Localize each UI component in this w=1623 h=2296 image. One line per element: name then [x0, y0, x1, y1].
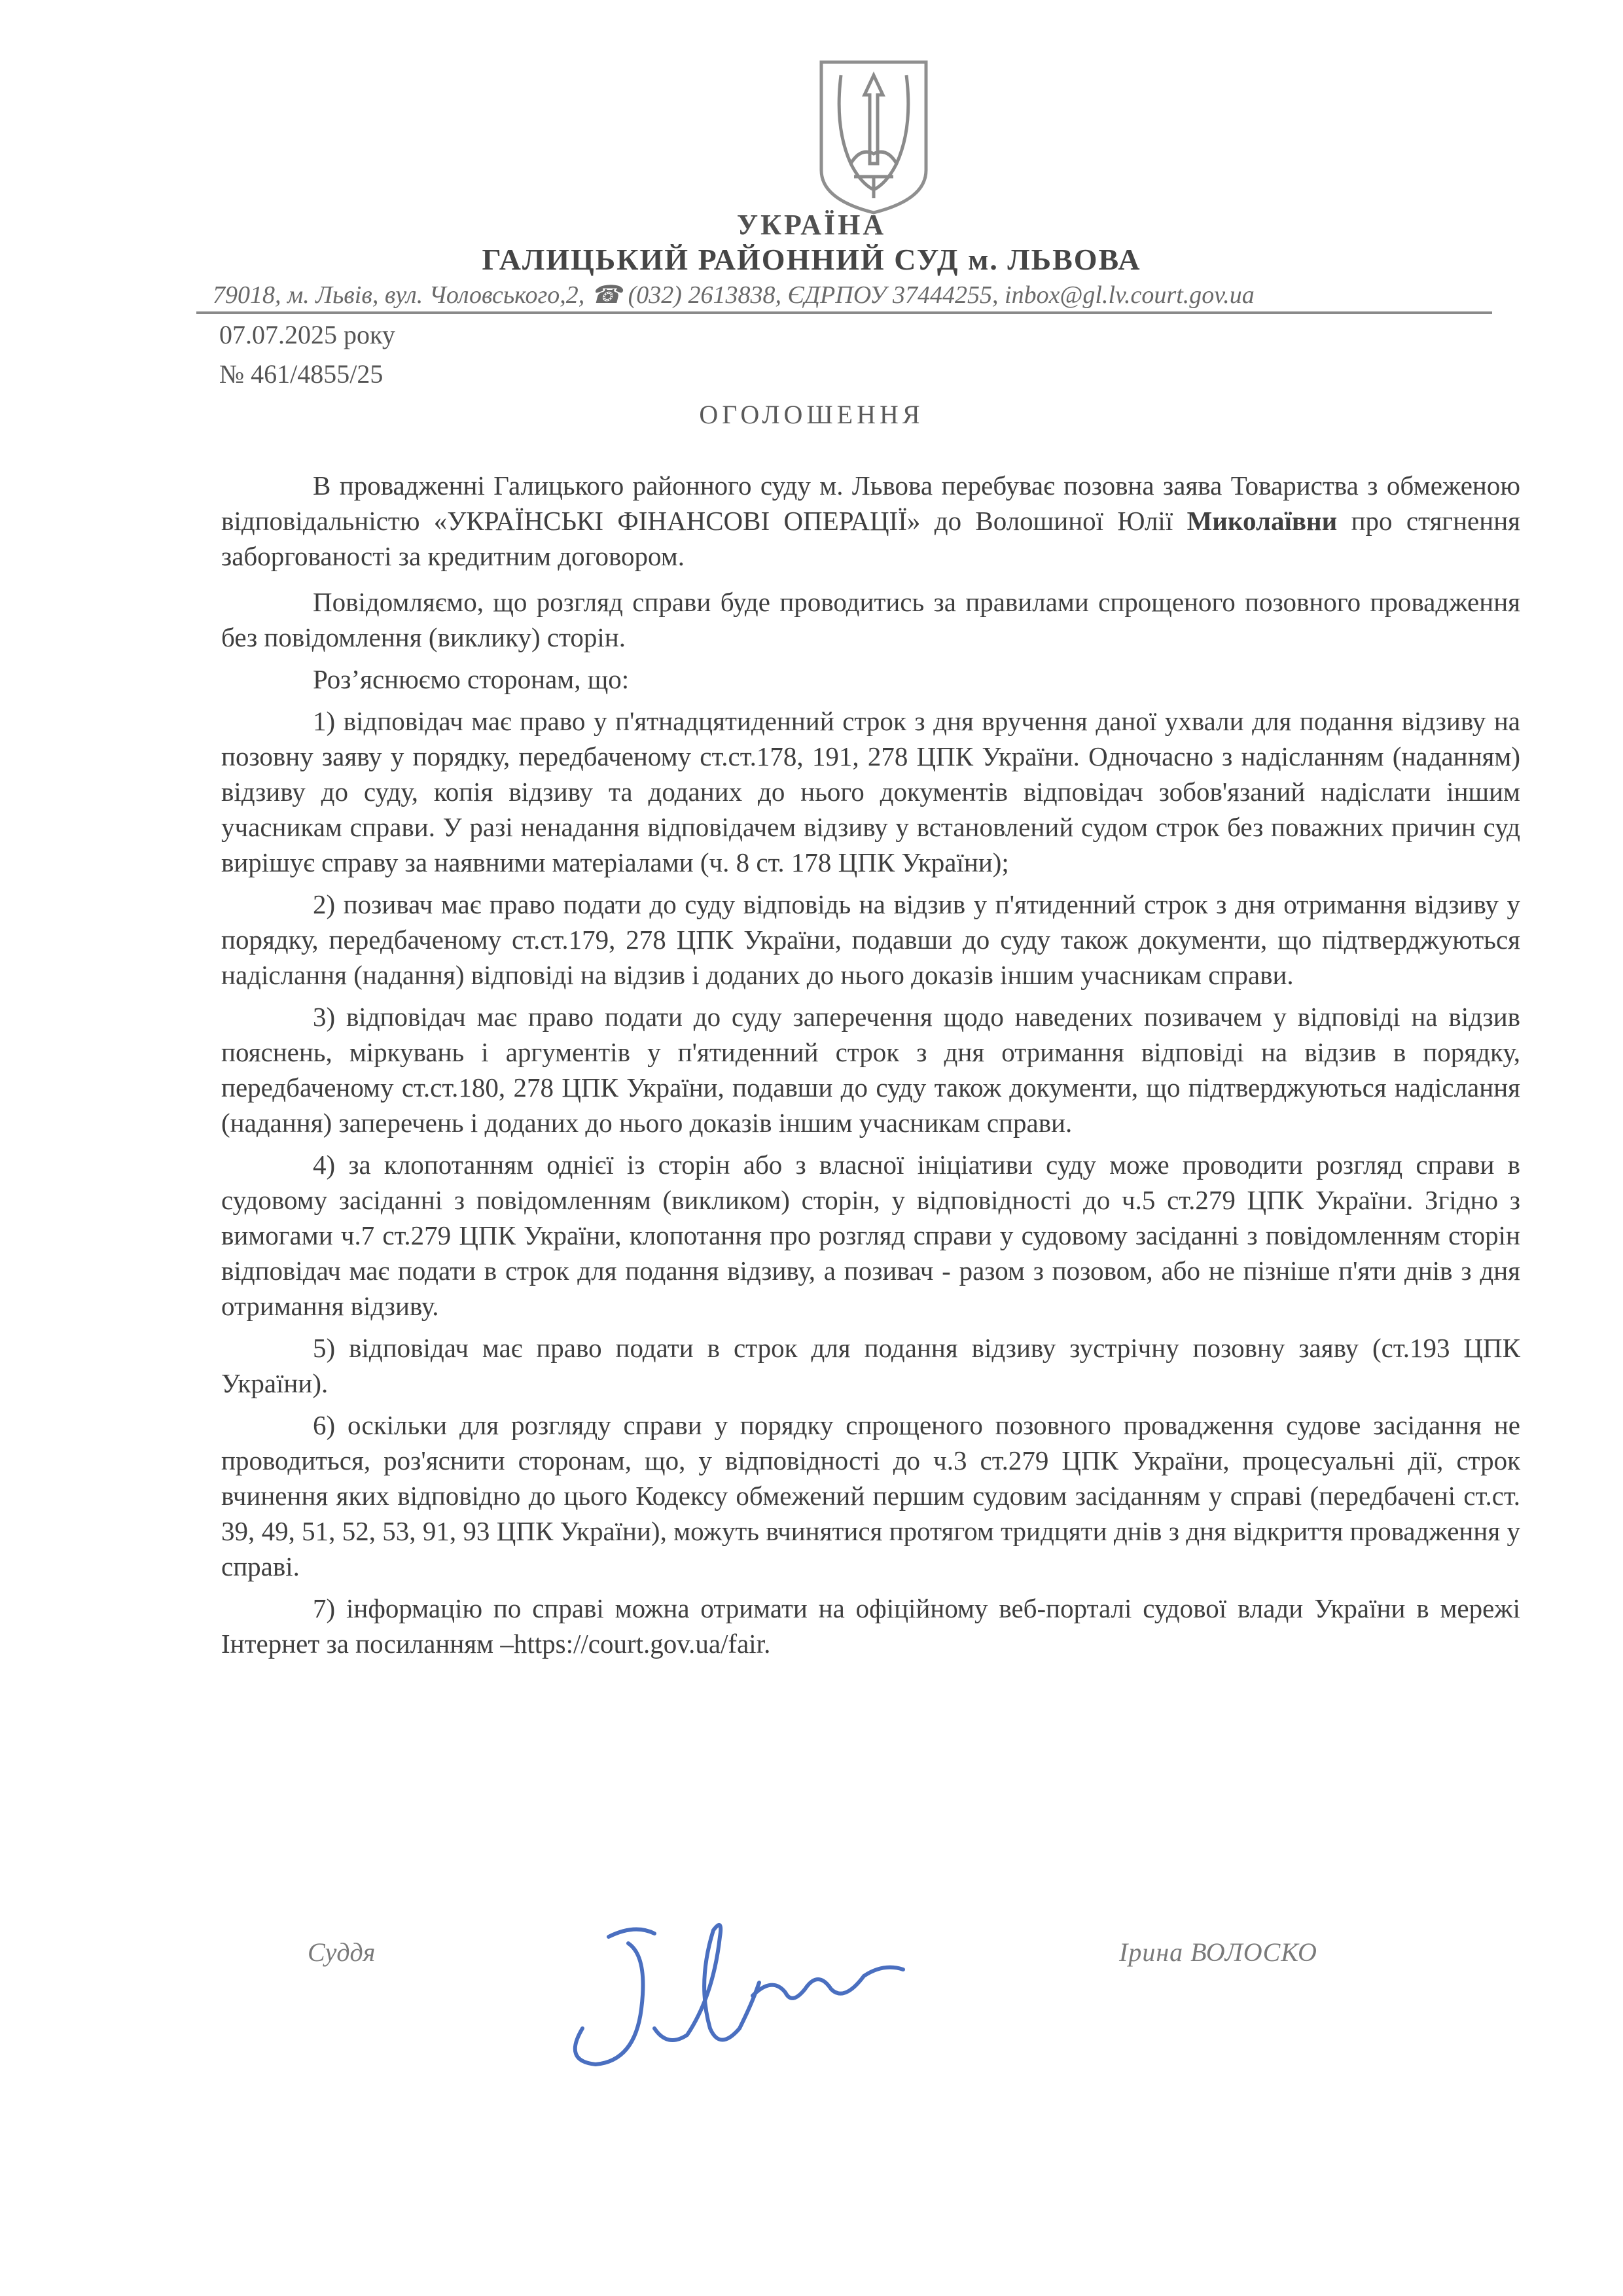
document-title: ОГОЛОШЕННЯ: [699, 400, 924, 429]
case-number: № 461/4855/25: [219, 359, 383, 389]
header-divider: [196, 311, 1492, 314]
list-item-3: 3) відповідач має право подати до суду заперечення щодо наведених позивачем у відповіді на відзив пояснень, міркувань і аргументів у п'ятиденний строк з дня отримання відповіді на відзив в порядку, передбаченому ст.ст.180, 278 ЦПК України, подавши до суду також документи, що підтверджуються надіслання (надання) заперечень і доданих до нього доказів іншим учасникам справи.: [221, 1002, 1520, 1138]
handwritten-signature: [556, 1898, 923, 2081]
list-item-5: 5) відповідач має право подати в строк для подання відзиву зустрічну позовну заяву (ст.193 ЦПК України).: [221, 1333, 1520, 1398]
intro-paragraph: [221, 468, 1520, 574]
notice-paragraph: Повідомляємо, що розгляд справи буде проводитись за правилами спрощеного позовного провадження без повідомлення (виклику) сторін.: [221, 587, 1520, 652]
list-item-6: 6) оскільки для розгляду справи у порядку спрощеного позовного провадження судове засідання не проводиться, роз'яснити сторонам, що, у відповідності до ч.3 ст.279 ЦПК України, процесуальні дії, строк вчинення яких відповідно до цього Кодексу обмежений першим судовим засіданням у справі (передбачені ст.ст. 39, 49, 51, 52, 53, 91, 93 ЦПК України), можуть вчинятися протягом тридцяти днів з дня відкриття провадження у справі.: [221, 1410, 1520, 1581]
intro-text-b: про стягнення заборгованості за кредитним договором.: [221, 506, 1521, 571]
list-item-7: 7) інформацію по справі можна отримати на офіційному веб-порталі судової влади України в мережі Інтернет за посиланням –https://court.gov.ua/fair.: [221, 1593, 1520, 1659]
intro-text-a: В провадженні Галицького районного суду м. Львова перебуває позовна заява Товариства з обмеженою відповідальністю «УКРАЇНСЬКІ ФІНАНСОВІ ОПЕРАЦІЇ» до Волошиної Юлії: [221, 470, 1520, 536]
signature-role: Суддя: [308, 1937, 376, 1967]
list-item-4: 4) за клопотанням однієї із сторін або з власної ініціативи суду може проводити розгляд справи в судовому засіданні з повідомленням (викликом) сторін, у відповідності до ч.5 ст.279 ЦПК України. Згідно з вимогами ч.7 ст.279 ЦПК України, клопотання про розгляд справи у судовому засіданні з повідомленням сторін відповідач має подати в строк для подання відзиву, а позивач - разом з позовом, або не пізніше п'яти днів з дня отримання відзиву.: [221, 1150, 1520, 1321]
document-date: 07.07.2025 року: [219, 320, 395, 349]
coat-of-arms-icon: [815, 49, 933, 219]
announcement-body: [221, 468, 1520, 1668]
header-country: УКРАЇНА: [736, 209, 887, 241]
list-item-1: 1) відповідач має право у п'ятнадцятиденний строк з дня вручення даної ухвали для подання відзиву на позовну заяву у порядку, передбаченому ст.ст.178, 191, 278 ЦПК України. Одночасно з надісланням (наданням) відзиву до суду, копія відзиву та доданих до нього документів відповідач зобов'язаний надіслати іншим учасникам справи. У разі ненадання відповідачем відзиву у встановлений судом строк без поважних причин суд вирішує справу за наявними матеріалами (ч. 8 ст. 178 ЦПК України);: [221, 706, 1520, 877]
explain-paragraph: Роз’яснюємо сторонам, що:: [313, 664, 630, 694]
header-address: 79018, м. Львів, вул. Чоловського,2, ☎ (032) 2613838, ЄДРПОУ 37444255, inbox@gl.lv.court.gov.ua: [213, 281, 1255, 309]
signature-name: Ірина ВОЛОСКО: [1119, 1937, 1317, 1967]
intro-text-bold: Миколаївни: [1186, 506, 1338, 536]
list-item-2: 2) позивач має право подати до суду відповідь на відзив у п'ятиденний строк з дня отримання відзиву у порядку, передбаченому ст.ст.179, 278 ЦПК України, подавши до суду також документи, що підтверджуються надіслання (надання) відповіді на відзив і доданих до нього доказів іншим учасникам справи.: [221, 889, 1520, 990]
header-court-name: ГАЛИЦЬКИЙ РАЙОННИЙ СУД м. ЛЬВОВА: [482, 243, 1141, 276]
